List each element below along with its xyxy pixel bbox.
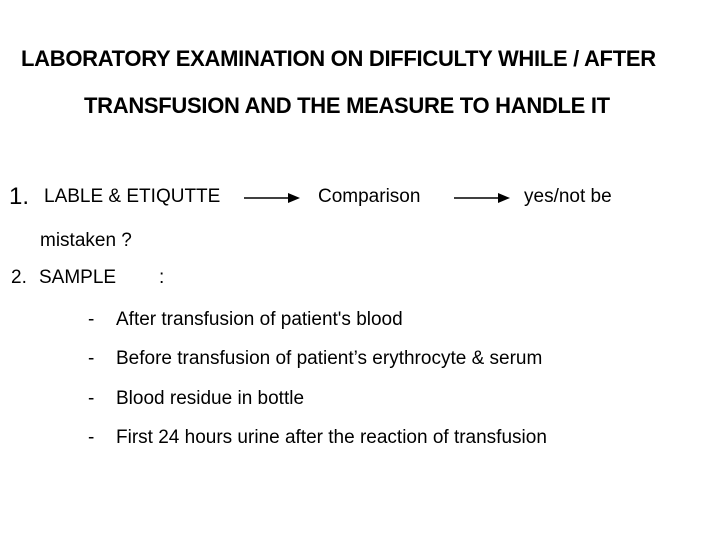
- bullet-dash: -: [88, 388, 95, 409]
- item-2-colon: :: [159, 267, 165, 288]
- sample-bullet: [88, 388, 304, 410]
- right-arrow-icon: [244, 191, 300, 205]
- item-1-number: 1.: [9, 183, 30, 210]
- bullet-text: First 24 hours urine after the reaction of transfusion: [116, 427, 547, 448]
- bullet-text: Before transfusion of patient’s erythrocyte & serum: [116, 348, 543, 369]
- right-arrow-icon: [454, 191, 510, 205]
- bullet-text: Blood residue in bottle: [116, 388, 305, 409]
- item-2-number: 2.: [11, 267, 27, 288]
- sample-bullet: [88, 348, 542, 370]
- item-2-label: SAMPLE: [39, 267, 117, 288]
- bullet-dash: -: [88, 427, 95, 448]
- item-1-step-comparison: Comparison: [318, 186, 421, 207]
- item-1-step-result: yes/not be: [524, 186, 612, 207]
- title-line-1: LABORATORY EXAMINATION ON DIFFICULTY WHILE / AFTER: [21, 46, 656, 71]
- item-1-continuation: mistaken ?: [40, 230, 132, 251]
- bullet-text: After transfusion of patient's blood: [116, 309, 403, 330]
- sample-bullet: [88, 427, 547, 449]
- item-1-step-label-etiquette: LABLE & ETIQUTTE: [44, 186, 221, 207]
- title-line-2: TRANSFUSION AND THE MEASURE TO HANDLE IT: [84, 93, 610, 118]
- sample-bullet: [88, 309, 403, 331]
- bullet-dash: -: [88, 348, 95, 369]
- bullet-dash: -: [88, 309, 95, 330]
